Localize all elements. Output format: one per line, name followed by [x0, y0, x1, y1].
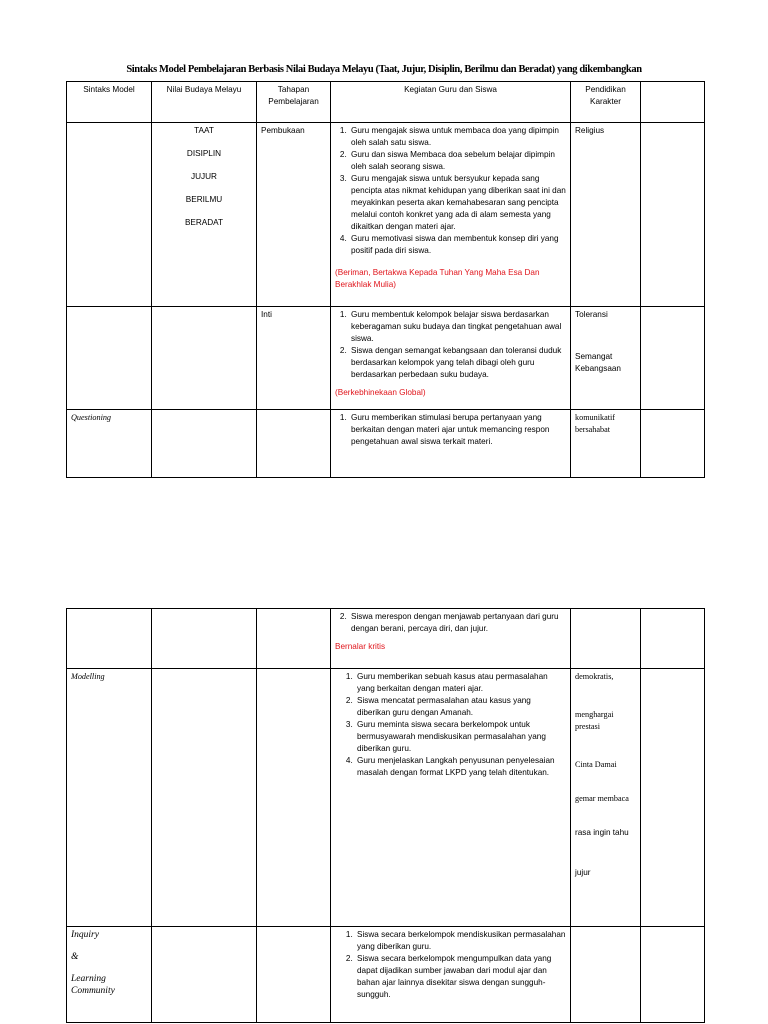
list-item: 2. Siswa secara berkelompok mengumpulkan data yang dapat dijadikan sumber jawaban dari modul ajar dan bahan ajar lainnya disekitar siswa dengan sungguh-sungguh.	[355, 953, 566, 1001]
syntax-inquiry-label: Inquiry	[71, 930, 99, 940]
value-berilmu: BERILMU	[185, 195, 223, 204]
character-toleransi: Toleransi	[575, 310, 608, 319]
syntax-ampersand: &	[71, 952, 79, 962]
table-row	[67, 927, 705, 1023]
character-gemar-membaca: gemar membaca	[575, 794, 629, 803]
list-item: 2. Siswa mencatat permasalahan atau kasus yang diberikan guru dengan Amanah.	[355, 695, 566, 719]
list-item: 1. Guru memberikan stimulasi berupa pertanyaan yang berkaitan dengan materi ajar untuk memancing respon pengetahuan awal siswa terkait materi.	[349, 412, 566, 448]
values-cell	[152, 123, 257, 307]
empty-cell	[641, 609, 705, 669]
value-taat: TAAT	[194, 126, 214, 135]
table-row	[67, 307, 705, 410]
values-cell	[152, 669, 257, 927]
list-item: 1. Siswa secara berkelompok mendiskusikan permasalahan yang diberikan guru.	[355, 929, 566, 953]
stage-cell: Inti	[257, 307, 331, 410]
syntax-cell	[67, 609, 152, 669]
syntax-questioning: Questioning	[67, 410, 152, 478]
table-row	[67, 669, 705, 927]
empty-cell	[641, 927, 705, 1023]
syntax-table-page-2	[66, 608, 705, 1023]
character-demokratis: demokratis,	[575, 672, 614, 681]
character-cinta-damai: Cinta Damai	[575, 760, 617, 769]
list-item: 2. Siswa merespon dengan menjawab pertanyaan dari guru dengan berani, percaya diri, dan jujur.	[349, 611, 566, 635]
character-cell	[571, 609, 641, 669]
character-jujur: jujur	[575, 868, 591, 877]
values-cell	[152, 609, 257, 669]
character-cell	[571, 669, 641, 927]
list-item: 1. Guru mengajak siswa untuk membaca doa yang dipimpin oleh salah satu siswa.	[349, 125, 566, 149]
activity-cell	[331, 410, 571, 478]
empty-cell	[641, 410, 705, 478]
character-cell: Religius	[571, 123, 641, 307]
stage-cell	[257, 927, 331, 1023]
character-cell	[571, 307, 641, 410]
header-tahapan: Tahapan Pembelajaran	[257, 82, 331, 123]
header-kegiatan: Kegiatan Guru dan Siswa	[331, 82, 571, 123]
empty-cell	[641, 669, 705, 927]
table-row	[67, 123, 705, 307]
empty-cell	[641, 123, 705, 307]
stage-cell	[257, 609, 331, 669]
syntax-modelling: Modelling	[67, 669, 152, 927]
header-pendidikan-karakter: Pendidikan Karakter	[571, 82, 641, 123]
character-cell	[571, 927, 641, 1023]
value-disiplin: DISIPLIN	[186, 149, 222, 158]
list-item: 4. Guru memotivasi siswa dan membentuk konsep diri yang positif pada diri siswa.	[349, 233, 566, 257]
list-item: 4. Guru menjelaskan Langkah penyusunan penyelesaian masalah dengan format LKPD yang telah ditentukan.	[355, 755, 566, 779]
syntax-cell	[67, 307, 152, 410]
values-cell	[152, 927, 257, 1023]
list-item: 3. Guru mengajak siswa untuk bersyukur kepada sang pencipta atas nikmat kehidupan yang diberikan saat ini dan meyakinkan peserta akan kemahabesaran sang pencipta melalui contoh konkret yang ada di alam semesta yang dikaitkan dengan materi ajar.	[349, 173, 566, 233]
list-item: 2. Siswa dengan semangat kebangsaan dan toleransi duduk berdasarkan kelompok yang telah dibagi oleh guru berdasarkan perbedaan suku budaya.	[349, 345, 566, 381]
syntax-table-page-1	[66, 81, 705, 478]
stage-cell	[257, 669, 331, 927]
stage-cell	[257, 410, 331, 478]
activity-cell	[331, 609, 571, 669]
activity-cell	[331, 123, 571, 307]
header-sintaks-model: Sintaks Model	[67, 82, 152, 123]
value-jujur: JUJUR	[191, 172, 217, 181]
activity-cell	[331, 927, 571, 1023]
character-rasa-ingin-tahu: rasa ingin tahu	[575, 828, 629, 837]
syntax-learning-community: Learning Community	[71, 974, 115, 996]
profile-note: (Berkebhinekaan Global)	[335, 388, 426, 397]
list-item: 3. Guru meminta siswa secara berkelompok untuk bermusyawarah mendiskusikan permasalahan yang diberikan guru.	[355, 719, 566, 755]
list-item: 1. Guru membentuk kelompok belajar siswa berdasarkan keberagaman suku budaya dan tingkat pengetahuan awal siswa.	[349, 309, 566, 345]
document-title: Sintaks Model Pembelajaran Berbasis Nilai Budaya Melayu (Taat, Jujur, Disiplin, Berilmu dan Beradat) yang dikembangkan	[126, 64, 642, 75]
table-header-row	[67, 82, 705, 123]
stage-cell: Pembukaan	[257, 123, 331, 307]
character-cell: komunikatif bersahabat	[571, 410, 641, 478]
empty-cell	[641, 307, 705, 410]
value-beradat: BERADAT	[184, 218, 224, 227]
syntax-cell	[67, 123, 152, 307]
table-row	[67, 609, 705, 669]
list-item: 2. Guru dan siswa Membaca doa sebelum belajar dipimpin oleh salah seorang siswa.	[349, 149, 566, 173]
header-empty	[641, 82, 705, 123]
profile-note: Bernalar kritis	[335, 642, 386, 651]
header-nilai-budaya: Nilai Budaya Melayu	[152, 82, 257, 123]
activity-cell	[331, 669, 571, 927]
character-semangat-kebangsaan: Semangat Kebangsaan	[575, 352, 621, 373]
character-menghargai-prestasi: menghargai prestasi	[575, 710, 614, 731]
activity-cell	[331, 307, 571, 410]
table-row	[67, 410, 705, 478]
values-cell	[152, 307, 257, 410]
syntax-inquiry	[67, 927, 152, 1023]
list-item: 1. Guru memberikan sebuah kasus atau permasalahan yang berkaitan dengan materi ajar.	[355, 671, 566, 695]
values-cell	[152, 410, 257, 478]
profile-note: (Beriman, Bertakwa Kepada Tuhan Yang Maha Esa Dan Berakhlak Mulia)	[335, 268, 540, 289]
